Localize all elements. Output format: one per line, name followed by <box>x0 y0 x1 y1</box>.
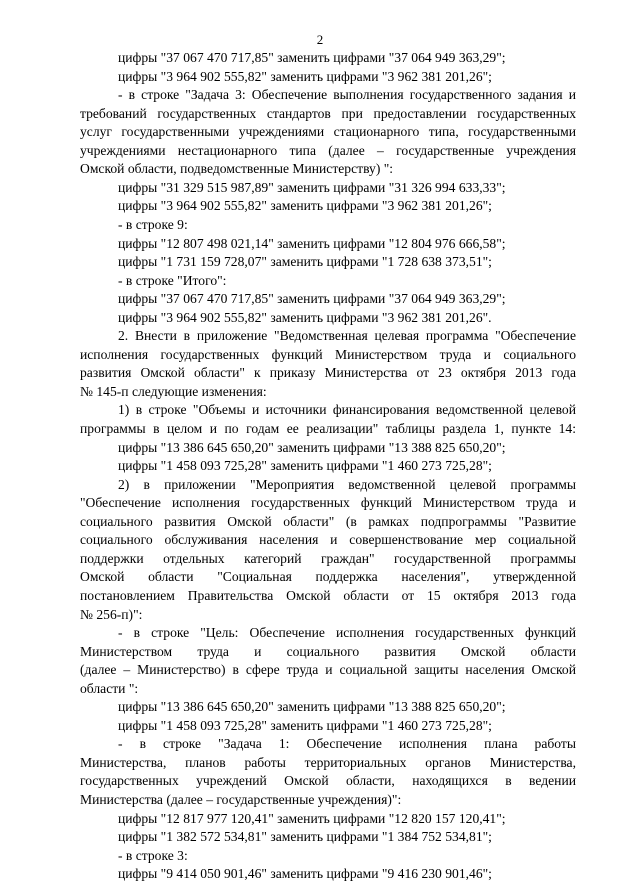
text-line: цифры "1 458 093 725,28" заменить цифрами "1 460 273 725,28"; <box>118 717 492 733</box>
text-line: области ": <box>80 680 139 696</box>
text-line: развития Омской области" к приказу Министерства от 23 октября 2013 года <box>80 365 576 381</box>
text-line: учреждениями нестационарного типа (далее – государственные учреждения <box>80 142 576 158</box>
text-line: социального обслуживания населения и совершенствование мер социальной <box>80 532 576 548</box>
text-line: требований государственных стандартов при предоставлении государственных <box>80 105 576 121</box>
text-line: цифры "12 817 977 120,41" заменить цифрами "12 820 157 120,41"; <box>118 810 506 826</box>
text-line: программы в целом и по годам ее реализации" таблицы раздела 1, пункте 14: <box>80 421 576 436</box>
text-line: поддержки отдельных категорий граждан" государственной программы <box>80 550 576 566</box>
text-line: цифры "1 731 159 728,07" заменить цифрами "1 728 638 373,51"; <box>118 254 492 270</box>
text-line: цифры "1 382 572 534,81" заменить цифрами "1 384 752 534,81"; <box>118 829 492 845</box>
text-line: 2. Внести в приложение "Ведомственная целевая программа "Обеспечение <box>118 328 576 344</box>
text-line: Министерства, планов работы территориальных органов Министерства, <box>80 754 576 770</box>
text-line: "Обеспечение исполнения государственных функций Министерством труда и <box>80 495 576 511</box>
text-line: цифры "1 458 093 725,28" заменить цифрами "1 460 273 725,28"; <box>118 458 492 474</box>
text-line: (далее – Министерство) в сфере труда и социальной защиты населения Омской <box>80 662 576 678</box>
text-line: № 145-п следующие изменения: <box>80 383 267 399</box>
text-line: Министерством труда и социального развития Омской области <box>80 643 576 659</box>
text-line: - в строке "Задача 3: Обеспечение выполнения государственного задания и <box>118 87 576 103</box>
text-line: - в строке "Цель: Обеспечение исполнения государственных функций <box>118 625 576 641</box>
text-line: Министерства (далее – государственные учреждения)": <box>80 792 402 807</box>
text-line: исполнения государственных функций Министерством труда и социального <box>80 346 576 362</box>
text-line: цифры "9 414 050 901,46" заменить цифрами "9 416 230 901,46"; <box>118 866 492 882</box>
text-line: Омской области "Социальная поддержка населения", утвержденной <box>80 569 576 585</box>
text-line: цифры "37 067 470 717,85" заменить цифрами "37 064 949 363,29"; <box>118 291 506 307</box>
text-line: цифры "3 964 902 555,82" заменить цифрами "3 962 381 201,26"; <box>118 68 492 84</box>
text-line: - в строке 3: <box>118 847 188 863</box>
text-line: цифры "12 807 498 021,14" заменить цифрами "12 804 976 666,58"; <box>118 235 506 251</box>
text-line: постановлением Правительства Омской области от 15 октября 2013 года <box>80 587 576 603</box>
text-line: социального развития Омской области" (в рамках подпрограммы "Развитие <box>80 513 576 529</box>
text-line: цифры "13 386 645 650,20" заменить цифрами "13 388 825 650,20"; <box>118 699 506 715</box>
text-line: Омской области, подведомственные Министерству) ": <box>80 161 394 177</box>
text-line: № 256-п)": <box>80 606 143 622</box>
text-line: цифры "13 386 645 650,20" заменить цифрами "13 388 825 650,20"; <box>118 439 506 455</box>
text-line: цифры "31 329 515 987,89" заменить цифрами "31 326 994 633,33"; <box>118 179 506 195</box>
text-line: 1) в строке "Объемы и источники финансирования ведомственной целевой <box>118 402 576 418</box>
text-line: государственных учреждений Омской области, находящихся в ведении <box>80 773 576 789</box>
text-line: цифры "3 964 902 555,82" заменить цифрами "3 962 381 201,26"; <box>118 198 492 214</box>
text-line: - в строке "Задача 1: Обеспечение исполнения плана работы <box>118 736 576 752</box>
text-line: цифры "37 067 470 717,85" заменить цифрами "37 064 949 363,29"; <box>118 50 506 65</box>
text-line: услуг государственными учреждениями стационарного типа, государственными <box>80 124 576 140</box>
page-number: 2 <box>316 32 324 47</box>
text-line: - в строке 9: <box>118 216 188 232</box>
text-line: цифры "3 964 902 555,82" заменить цифрами "3 962 381 201,26". <box>118 309 492 325</box>
text-line: 2) в приложении "Мероприятия ведомственной целевой программы <box>118 476 576 492</box>
text-line: - в строке "Итого": <box>118 272 227 288</box>
